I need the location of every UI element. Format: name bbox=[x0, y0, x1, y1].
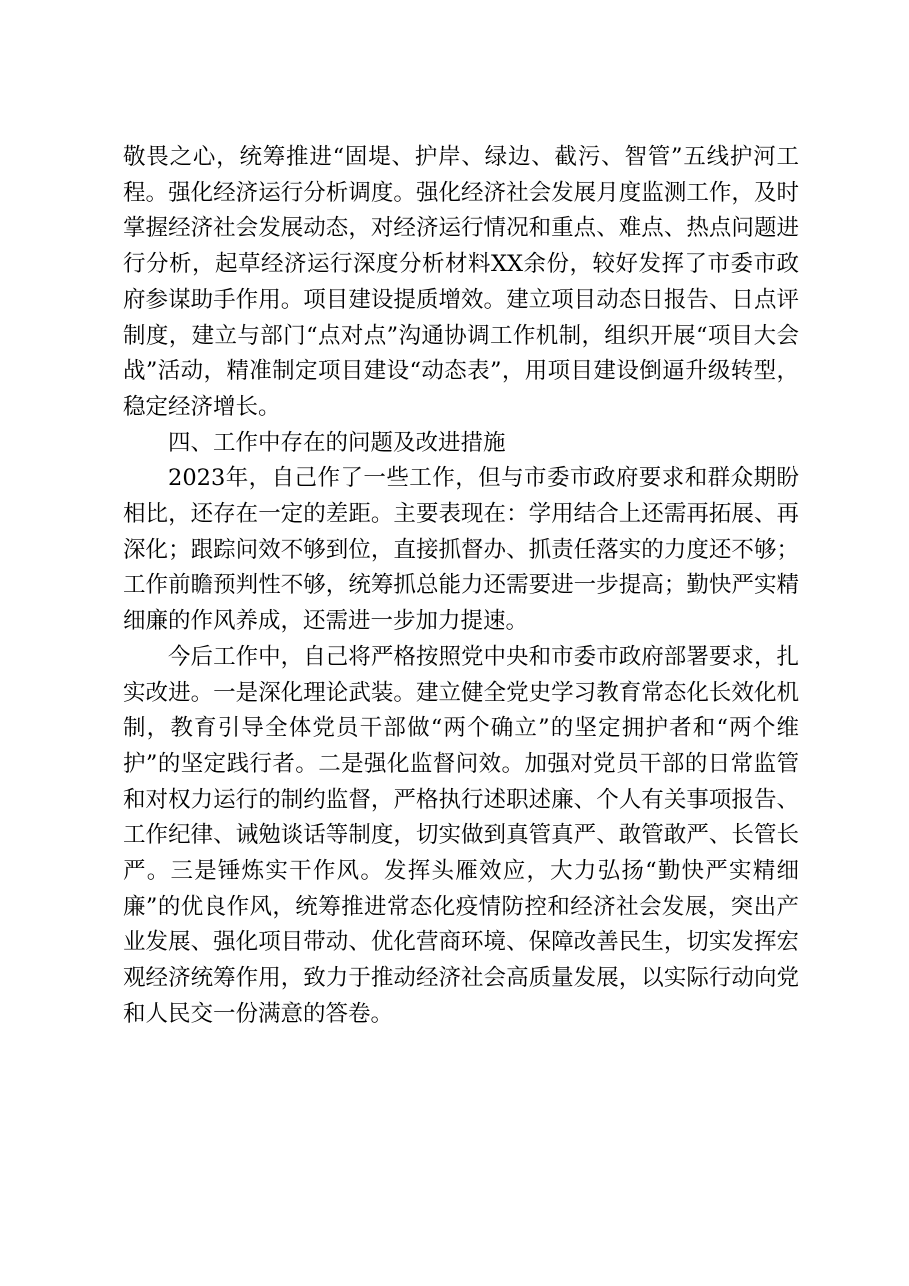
paragraph-future-work: 今后工作中，自己将严格按照党中央和市委市政府部署要求，扎实改进。一是深化理论武装。建立健全党史学习教育常态化长效化机制，教育引导全体党员干部做“两个确立”的坚定拥护者和“两个维护”的坚定践行者。二是强化监督问效。加强对党员干部的日常监管和对权力运行的制约监督，严格执行述职述廉、个人有关事项报告、工作纪律、诫勉谈话等制度，切实做到真管真严、敢管敢严、长管长严。三是锤炼实干作风。发挥头雁效应，大力弘扬“勤快严实精细廉”的优良作风，统筹推进常态化疫情防控和经济社会发展，突出产业发展、强化项目带动、优化营商环境、保障改善民生，切实发挥宏观经济统筹作用，致力于推动经济社会高质量发展，以实际行动向党和人民交一份满意的答卷。 bbox=[123, 643, 799, 1027]
paragraph-shortcomings: 2023年，自己作了一些工作，但与市委市政府要求和群众期盼相比，还存在一定的差距。主要表现在：学用结合上还需再拓展、再深化；跟踪问效不够到位，直接抓督办、抓责任落实的力度还不够；工作前瞻预判性不够，统筹抓总能力还需要进一步提高；勤快严实精细廉的作风养成，还需进一步加力提速。 bbox=[123, 465, 799, 635]
section-heading-problems-and-improvements: 四、工作中存在的问题及改进措施 bbox=[168, 429, 506, 456]
document-body bbox=[123, 140, 799, 1033]
paragraph-continued: 敬畏之心，统筹推进“固堤、护岸、绿边、截污、智管”五线护河工程。强化经济运行分析调度。强化经济社会发展月度监测工作，及时掌握经济社会发展动态，对经济运行情况和重点、难点、热点问题进行分析，起草经济运行深度分析材料XX余份，较好发挥了市委市政府参谋助手作用。项目建设提质增效。建立项目动态日报告、日点评制度，建立与部门“点对点”沟通协调工作机制，组织开展“项目大会战”活动，精准制定项目建设“动态表”，用项目建设倒逼升级转型，稳定经济增长。 bbox=[123, 144, 799, 420]
